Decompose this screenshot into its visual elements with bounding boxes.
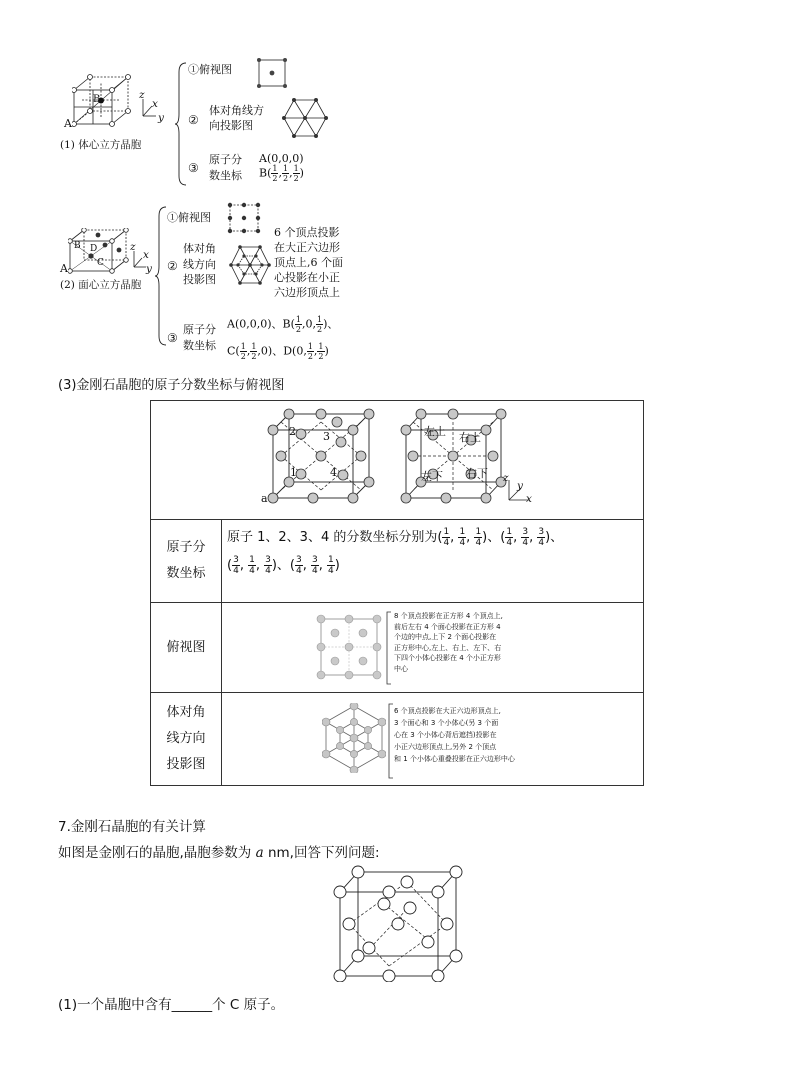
answer-blank[interactable]: ______ [171, 997, 213, 1013]
fcc-item2-num: ② [167, 259, 178, 273]
row-top-view-content [222, 603, 644, 693]
diamond-section-heading: (3)金刚石晶胞的原子分数坐标与俯视图 [58, 378, 285, 393]
fcc-item-top-view: ①俯视图 [167, 211, 211, 224]
diamond-table [150, 400, 644, 786]
diamond-pos-upper-left: 左上 [424, 425, 446, 438]
calc-intro: 如图是金刚石的晶胞,晶胞参数为 a nm,回答下列问题: [58, 845, 380, 861]
fcc-axis-z: z [130, 241, 136, 253]
fcc-coords-line1: A(0,0,0)、B( $\frac{1}{2}$ ,0, $\frac{1}{2}$ )、 [227, 315, 339, 334]
bcc-brace-icon [174, 62, 188, 186]
diamond-projection-figure [322, 703, 386, 773]
bcc-item3-line2: 数坐标 [209, 169, 242, 182]
projection-note: 6 个顶点投影在大正六边形顶点上, 3 个面心和 3 个小体心(另 3 个面 心在 3 个小体心背后遮挡)投影在 小正六边形顶点上,另外 2 个顶点 和 1 个小体心重叠投影在正六边形中心 [394, 707, 515, 763]
bcc-top-view-figure [256, 57, 288, 89]
diamond-corner-a: a [261, 492, 268, 505]
diamond-pos-lower-left: 左下 [421, 470, 443, 483]
diamond-num-3: 3 [323, 430, 330, 443]
diamond-pos-lower-right: 右下 [466, 467, 488, 480]
fcc-item3-line2: 数坐标 [183, 339, 216, 352]
coords-line1: 原子 1、2、3、4 的分数坐标分别为( $\frac{1}{4}$ , $\frac{1}{4}$ , $\frac{1}{4}$ )、( $\frac{1}{4}$ , $\frac{3}{4}$ , $\frac{3}{4}$ )、 [227, 527, 564, 548]
coords-line2: ( $\frac{3}{4}$ , $\frac{1}{4}$ , $\frac{3}{4}$ )、( $\frac{3}{4}$ , $\frac{3}{4}$ , $\frac{1}{4}$ ) [227, 555, 340, 576]
bcc-axis-z: z [139, 89, 145, 101]
diamond-cells-figure [151, 402, 643, 519]
question-1: (1)一个晶胞中含有______个 C 原子。 [58, 997, 285, 1013]
diamond-top-view-figure [315, 613, 383, 681]
diamond-num-1: 1 [290, 466, 297, 479]
fcc-coords-line2: C( $\frac{1}{2}$ , $\frac{1}{2}$ ,0)、D(0, $\frac{1}{2}$ , $\frac{1}{2}$ ) [227, 342, 329, 361]
bcc-item3-num: ③ [188, 161, 199, 175]
row-projection-label: 体对角 线方向 投影图 [151, 693, 222, 786]
fcc-atom-a-label: A [60, 262, 68, 275]
diamond-axis-y: y [517, 480, 523, 492]
row-coords-label: 原子分 数坐标 [151, 520, 222, 603]
diamond-axis-z: z [503, 472, 509, 484]
bcc-item-top-view: ①俯视图 [188, 63, 232, 76]
bcc-atom-b-label: B [93, 94, 101, 105]
fcc-note-line4: 心投影在小正 [274, 271, 340, 284]
fcc-axis-y: y [146, 263, 152, 275]
diamond-num-2: 2 [289, 425, 296, 438]
calc-heading: 7.金刚石晶胞的有关计算 [58, 819, 206, 835]
fcc-atom-d-label: D [90, 244, 98, 254]
bcc-item2-line2: 向投影图 [209, 119, 253, 132]
bcc-item2-line1: 体对角线方 [209, 104, 264, 117]
row-projection-content [222, 693, 644, 786]
bcc-coord-b: B( $\frac{1}{2}$ , $\frac{1}{2}$ , $\frac{1}{2}$ ) [259, 164, 304, 183]
row-coords-content [222, 520, 644, 603]
fcc-atom-b-label: B [74, 241, 81, 251]
top-view-note: 8 个顶点投影在正方形 4 个顶点上, 前后左右 4 个面心投影在正方形 4 个边的中点,上下 2 个面心投影在 正方形中心,左上、右上、左下、右 下四个小体心投影在 4 个小正方形 中心 [394, 612, 503, 673]
top-view-bracket-icon [386, 611, 392, 685]
bcc-caption: (1) 体心立方晶胞 [60, 139, 142, 151]
fcc-top-view-figure [226, 201, 262, 235]
fcc-item2-line1: 体对角 [183, 242, 216, 255]
bcc-atom-a-label: A [64, 117, 72, 130]
fcc-note-line3: 顶点上,6 个面 [274, 256, 343, 269]
fcc-item2-line2: 线方向 [183, 258, 216, 271]
diamond-cell-large-figure [328, 864, 468, 982]
fcc-note-line1: 6 个顶点投影 [274, 226, 340, 239]
fcc-axis-x: x [143, 249, 149, 261]
bcc-axis-y: y [158, 112, 164, 124]
fcc-note-line5: 六边形顶点上 [274, 286, 340, 299]
fcc-item3-line1: 原子分 [183, 323, 216, 336]
diamond-pos-upper-right: 右上 [459, 431, 481, 444]
row-top-view-label: 俯视图 [151, 603, 222, 693]
bcc-coord-a: A(0,0,0) [259, 152, 304, 165]
bcc-item3-line1: 原子分 [209, 153, 242, 166]
fcc-projection-figure [229, 245, 271, 285]
diamond-figure-cell [151, 401, 644, 520]
fcc-atom-c-label: C [97, 258, 104, 268]
fcc-item3-num: ③ [167, 331, 178, 345]
bcc-axis-x: x [152, 98, 158, 110]
bcc-cell-figure [72, 74, 132, 130]
fcc-brace-icon [154, 206, 168, 346]
fcc-caption: (2) 面心立方晶胞 [60, 279, 142, 291]
bcc-projection-figure [282, 97, 328, 139]
diamond-axis-x: x [526, 493, 532, 505]
bcc-item2-num: ② [188, 113, 199, 127]
fcc-item2-line3: 投影图 [183, 273, 216, 286]
diamond-num-4: 4 [330, 466, 337, 479]
fcc-note-line2: 在大正六边形 [274, 241, 340, 254]
